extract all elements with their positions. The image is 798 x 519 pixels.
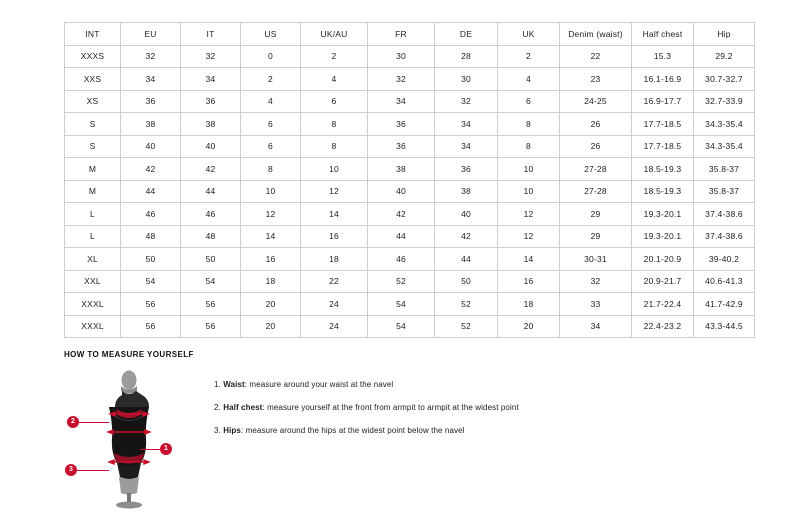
size-value-cell: 56 — [121, 293, 181, 316]
marker-2: 2 — [67, 416, 79, 428]
size-value-cell: 44 — [181, 180, 241, 203]
size-chart-container — [64, 22, 743, 338]
size-value-cell: 12 — [301, 180, 368, 203]
size-value-cell: 17.7-18.5 — [632, 113, 694, 136]
size-value-cell: 14 — [498, 248, 560, 271]
column-header-9: Half chest — [632, 23, 694, 46]
size-label-cell: M — [65, 180, 121, 203]
size-value-cell: 54 — [368, 293, 435, 316]
size-value-cell: 12 — [241, 203, 301, 226]
size-value-cell: 34.3-35.4 — [694, 135, 755, 158]
size-value-cell: 44 — [368, 225, 435, 248]
size-value-cell: 18.5-19.3 — [632, 180, 694, 203]
callout-line-1 — [140, 449, 162, 450]
step-term: Half chest — [223, 403, 263, 412]
size-value-cell: 46 — [181, 203, 241, 226]
size-value-cell: 8 — [301, 135, 368, 158]
size-value-cell: 20.9-21.7 — [632, 270, 694, 293]
column-header-0: INT — [65, 23, 121, 46]
size-value-cell: 27-28 — [560, 180, 632, 203]
size-value-cell: 16 — [241, 248, 301, 271]
size-value-cell: 40 — [181, 135, 241, 158]
size-value-cell: 4 — [241, 90, 301, 113]
size-chart-body — [65, 45, 755, 338]
size-value-cell: 44 — [121, 180, 181, 203]
column-header-4: UK/AU — [301, 23, 368, 46]
size-value-cell: 10 — [498, 180, 560, 203]
step-number: 3. — [214, 426, 221, 435]
size-value-cell: 44 — [435, 248, 498, 271]
size-value-cell: 33 — [560, 293, 632, 316]
table-row — [65, 90, 755, 113]
size-value-cell: 6 — [498, 90, 560, 113]
size-value-cell: 2 — [241, 68, 301, 91]
size-value-cell: 35.8-37 — [694, 180, 755, 203]
step-term: Hips — [223, 426, 241, 435]
size-label-cell: XXS — [65, 68, 121, 91]
measure-step — [214, 402, 519, 414]
size-value-cell: 8 — [301, 113, 368, 136]
size-chart-head — [65, 23, 755, 46]
size-value-cell: 56 — [181, 315, 241, 338]
size-value-cell: 30 — [368, 45, 435, 68]
size-value-cell: 10 — [301, 158, 368, 181]
size-label-cell: XS — [65, 90, 121, 113]
size-value-cell: 36 — [121, 90, 181, 113]
size-value-cell: 36 — [181, 90, 241, 113]
size-value-cell: 54 — [121, 270, 181, 293]
size-value-cell: 50 — [121, 248, 181, 271]
size-value-cell: 24 — [301, 315, 368, 338]
size-value-cell: 6 — [301, 90, 368, 113]
size-value-cell: 34 — [368, 90, 435, 113]
column-header-5: FR — [368, 23, 435, 46]
size-value-cell: 29 — [560, 203, 632, 226]
size-value-cell: 56 — [121, 315, 181, 338]
size-value-cell: 28 — [435, 45, 498, 68]
column-header-2: IT — [181, 23, 241, 46]
size-label-cell: XXXL — [65, 293, 121, 316]
size-value-cell: 32 — [368, 68, 435, 91]
size-value-cell: 32 — [121, 45, 181, 68]
size-value-cell: 15.3 — [632, 45, 694, 68]
size-value-cell: 34 — [121, 68, 181, 91]
size-value-cell: 40.6-41.3 — [694, 270, 755, 293]
size-value-cell: 8 — [498, 113, 560, 136]
size-value-cell: 37.4-38.6 — [694, 203, 755, 226]
table-row — [65, 113, 755, 136]
size-value-cell: 21.7-22.4 — [632, 293, 694, 316]
size-value-cell: 14 — [241, 225, 301, 248]
size-value-cell: 19.3-20.1 — [632, 225, 694, 248]
table-row — [65, 248, 755, 271]
size-value-cell: 8 — [498, 135, 560, 158]
step-number: 2. — [214, 403, 221, 412]
size-label-cell: XL — [65, 248, 121, 271]
size-value-cell: 37.4-38.6 — [694, 225, 755, 248]
column-header-8: Denim (waist) — [560, 23, 632, 46]
column-header-3: US — [241, 23, 301, 46]
size-value-cell: 34 — [435, 113, 498, 136]
size-label-cell: S — [65, 135, 121, 158]
table-row — [65, 135, 755, 158]
size-value-cell: 26 — [560, 135, 632, 158]
table-row — [65, 180, 755, 203]
size-value-cell: 26 — [560, 113, 632, 136]
size-value-cell: 30-31 — [560, 248, 632, 271]
step-number: 1. — [214, 380, 221, 389]
size-value-cell: 39-40.2 — [694, 248, 755, 271]
size-value-cell: 41.7-42.9 — [694, 293, 755, 316]
table-row — [65, 45, 755, 68]
size-value-cell: 30.7-32.7 — [694, 68, 755, 91]
size-value-cell: 2 — [301, 45, 368, 68]
measure-steps-list — [214, 369, 519, 448]
size-value-cell: 48 — [121, 225, 181, 248]
measure-step — [214, 425, 519, 437]
size-label-cell: XXXS — [65, 45, 121, 68]
size-value-cell: 12 — [498, 203, 560, 226]
column-header-6: DE — [435, 23, 498, 46]
size-value-cell: 42 — [368, 203, 435, 226]
size-value-cell: 40 — [121, 135, 181, 158]
size-value-cell: 34.3-35.4 — [694, 113, 755, 136]
size-value-cell: 4 — [498, 68, 560, 91]
size-value-cell: 27-28 — [560, 158, 632, 181]
size-value-cell: 10 — [498, 158, 560, 181]
size-value-cell: 16 — [498, 270, 560, 293]
size-value-cell: 54 — [181, 270, 241, 293]
size-value-cell: 18 — [498, 293, 560, 316]
step-term: Waist — [223, 380, 245, 389]
size-value-cell: 6 — [241, 113, 301, 136]
size-value-cell: 23 — [560, 68, 632, 91]
size-value-cell: 17.7-18.5 — [632, 135, 694, 158]
table-row — [65, 315, 755, 338]
size-value-cell: 16.1-16.9 — [632, 68, 694, 91]
size-value-cell: 40 — [435, 203, 498, 226]
size-value-cell: 52 — [435, 315, 498, 338]
size-value-cell: 54 — [368, 315, 435, 338]
size-value-cell: 32.7-33.9 — [694, 90, 755, 113]
size-value-cell: 40 — [368, 180, 435, 203]
size-value-cell: 20 — [498, 315, 560, 338]
size-value-cell: 22 — [560, 45, 632, 68]
callout-line-2 — [79, 422, 109, 423]
table-row — [65, 158, 755, 181]
size-value-cell: 32 — [560, 270, 632, 293]
size-value-cell: 34 — [560, 315, 632, 338]
size-value-cell: 35.8-37 — [694, 158, 755, 181]
size-value-cell: 22.4-23.2 — [632, 315, 694, 338]
mannequin-illustration — [94, 369, 164, 509]
size-label-cell: S — [65, 113, 121, 136]
table-row — [65, 270, 755, 293]
size-label-cell: L — [65, 203, 121, 226]
size-value-cell: 46 — [121, 203, 181, 226]
size-value-cell: 36 — [435, 158, 498, 181]
table-row — [65, 68, 755, 91]
size-value-cell: 38 — [368, 158, 435, 181]
callout-line-3 — [77, 470, 109, 471]
size-value-cell: 48 — [181, 225, 241, 248]
table-header-row — [65, 23, 755, 46]
column-header-1: EU — [121, 23, 181, 46]
size-value-cell: 6 — [241, 135, 301, 158]
step-text: : measure around the hips at the widest point below the navel — [240, 426, 465, 435]
mannequin-figure-area — [64, 369, 194, 509]
table-row — [65, 293, 755, 316]
size-value-cell: 29.2 — [694, 45, 755, 68]
measure-step — [214, 379, 519, 391]
size-value-cell: 38 — [121, 113, 181, 136]
size-value-cell: 29 — [560, 225, 632, 248]
size-value-cell: 36 — [368, 113, 435, 136]
size-value-cell: 42 — [121, 158, 181, 181]
size-value-cell: 52 — [435, 293, 498, 316]
size-label-cell: XXL — [65, 270, 121, 293]
size-value-cell: 22 — [301, 270, 368, 293]
size-value-cell: 16.9-17.7 — [632, 90, 694, 113]
size-value-cell: 24 — [301, 293, 368, 316]
size-value-cell: 14 — [301, 203, 368, 226]
size-value-cell: 50 — [181, 248, 241, 271]
size-value-cell: 43.3-44.5 — [694, 315, 755, 338]
size-value-cell: 18 — [241, 270, 301, 293]
size-value-cell: 46 — [368, 248, 435, 271]
size-value-cell: 10 — [241, 180, 301, 203]
size-value-cell: 12 — [498, 225, 560, 248]
size-value-cell: 34 — [435, 135, 498, 158]
how-to-measure-section — [64, 350, 744, 509]
size-value-cell: 42 — [181, 158, 241, 181]
step-text: : measure yourself at the front from armpit to armpit at the widest point — [262, 403, 519, 412]
size-value-cell: 32 — [435, 90, 498, 113]
size-value-cell: 52 — [368, 270, 435, 293]
size-value-cell: 56 — [181, 293, 241, 316]
size-label-cell: M — [65, 158, 121, 181]
size-value-cell: 34 — [181, 68, 241, 91]
size-value-cell: 20.1-20.9 — [632, 248, 694, 271]
size-value-cell: 38 — [435, 180, 498, 203]
size-value-cell: 20 — [241, 293, 301, 316]
size-value-cell: 16 — [301, 225, 368, 248]
size-value-cell: 0 — [241, 45, 301, 68]
size-value-cell: 19.3-20.1 — [632, 203, 694, 226]
marker-3: 3 — [65, 464, 77, 476]
table-row — [65, 225, 755, 248]
size-value-cell: 8 — [241, 158, 301, 181]
size-value-cell: 24-25 — [560, 90, 632, 113]
table-row — [65, 203, 755, 226]
how-to-measure-body — [64, 369, 744, 509]
size-value-cell: 42 — [435, 225, 498, 248]
size-value-cell: 18 — [301, 248, 368, 271]
size-value-cell: 30 — [435, 68, 498, 91]
how-to-measure-title: HOW TO MEASURE YOURSELF — [64, 350, 194, 359]
marker-1: 1 — [160, 443, 172, 455]
size-value-cell: 38 — [181, 113, 241, 136]
column-header-7: UK — [498, 23, 560, 46]
size-chart-table — [64, 22, 755, 338]
size-value-cell: 2 — [498, 45, 560, 68]
size-label-cell: XXXL — [65, 315, 121, 338]
size-value-cell: 18.5-19.3 — [632, 158, 694, 181]
column-header-10: Hip — [694, 23, 755, 46]
size-value-cell: 50 — [435, 270, 498, 293]
size-value-cell: 32 — [181, 45, 241, 68]
size-value-cell: 36 — [368, 135, 435, 158]
step-text: : measure around your waist at the navel — [244, 380, 394, 389]
size-value-cell: 4 — [301, 68, 368, 91]
size-label-cell: L — [65, 225, 121, 248]
size-value-cell: 20 — [241, 315, 301, 338]
